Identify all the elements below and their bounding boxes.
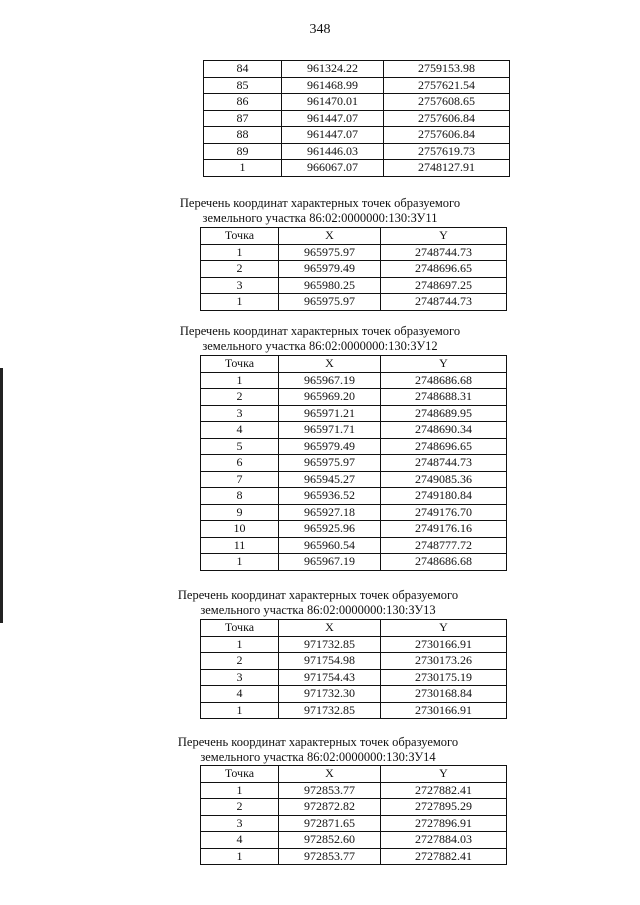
cell-x: 961324.22 xyxy=(282,61,384,78)
header-y: Y xyxy=(381,228,507,245)
cell-y: 2757619.73 xyxy=(384,143,510,160)
cell-y: 2749085.36 xyxy=(381,471,507,488)
table-row xyxy=(204,127,510,144)
cell-point: 3 xyxy=(201,277,279,294)
cell-y: 2748744.73 xyxy=(381,244,507,261)
header-y: Y xyxy=(381,356,507,373)
cell-x: 971754.98 xyxy=(279,653,381,670)
cell-point: 1 xyxy=(201,372,279,389)
cell-y: 2727884.03 xyxy=(381,832,507,849)
cell-x: 966067.07 xyxy=(282,160,384,177)
cell-y: 2759153.98 xyxy=(384,61,510,78)
header-row xyxy=(201,766,507,783)
table-row xyxy=(201,799,507,816)
table-row xyxy=(201,244,507,261)
cell-point: 85 xyxy=(204,77,282,94)
cell-x: 972852.60 xyxy=(279,832,381,849)
cell-y: 2748689.95 xyxy=(381,405,507,422)
table-row xyxy=(201,389,507,406)
cell-point: 9 xyxy=(201,504,279,521)
cell-x: 965971.71 xyxy=(279,422,381,439)
cell-y: 2730173.26 xyxy=(381,653,507,670)
cell-y: 2748686.68 xyxy=(381,372,507,389)
cell-point: 8 xyxy=(201,488,279,505)
cell-x: 965971.21 xyxy=(279,405,381,422)
cell-point: 5 xyxy=(201,438,279,455)
cell-y: 2748127.91 xyxy=(384,160,510,177)
header-point: Точка xyxy=(201,228,279,245)
table-row xyxy=(201,636,507,653)
cell-y: 2727882.41 xyxy=(381,782,507,799)
table-row xyxy=(204,94,510,111)
table-caption-zu11 xyxy=(150,196,490,226)
cell-x: 971732.30 xyxy=(279,686,381,703)
cell-point: 3 xyxy=(201,405,279,422)
cell-point: 1 xyxy=(201,244,279,261)
cell-y: 2749176.16 xyxy=(381,521,507,538)
continued-coordinates-table xyxy=(203,60,510,177)
cell-x: 971754.43 xyxy=(279,669,381,686)
cell-x: 965960.54 xyxy=(279,537,381,554)
cell-x: 972872.82 xyxy=(279,799,381,816)
table-row xyxy=(201,521,507,538)
cell-x: 972871.65 xyxy=(279,815,381,832)
cell-y: 2730168.84 xyxy=(381,686,507,703)
cell-y: 2730166.91 xyxy=(381,636,507,653)
header-y: Y xyxy=(381,766,507,783)
header-x: X xyxy=(279,766,381,783)
table-body xyxy=(201,372,507,570)
caption-line-2: земельного участка 86:02:0000000:130:ЗУ14 xyxy=(200,750,436,764)
cell-y: 2749176.70 xyxy=(381,504,507,521)
cell-x: 965967.19 xyxy=(279,554,381,571)
cell-y: 2748777.72 xyxy=(381,537,507,554)
header-row xyxy=(201,356,507,373)
header-row xyxy=(201,228,507,245)
scan-edge-mark xyxy=(0,368,3,623)
cell-point: 3 xyxy=(201,669,279,686)
cell-x: 961446.03 xyxy=(282,143,384,160)
table-row xyxy=(201,405,507,422)
cell-y: 2748696.65 xyxy=(381,261,507,278)
cell-x: 965979.49 xyxy=(279,438,381,455)
coordinates-table-zu13 xyxy=(200,619,507,719)
header-x: X xyxy=(279,228,381,245)
cell-x: 965975.97 xyxy=(279,244,381,261)
cell-point: 2 xyxy=(201,653,279,670)
cell-point: 3 xyxy=(201,815,279,832)
cell-point: 87 xyxy=(204,110,282,127)
table-row xyxy=(201,537,507,554)
cell-y: 2748688.31 xyxy=(381,389,507,406)
caption-line-2: земельного участка 86:02:0000000:130:ЗУ12 xyxy=(202,339,438,353)
cell-point: 2 xyxy=(201,799,279,816)
header-point: Точка xyxy=(201,766,279,783)
table-row xyxy=(201,438,507,455)
header-point: Точка xyxy=(201,620,279,637)
header-x: X xyxy=(279,356,381,373)
cell-point: 1 xyxy=(201,848,279,865)
cell-y: 2757608.65 xyxy=(384,94,510,111)
cell-x: 965945.27 xyxy=(279,471,381,488)
coordinates-table-zu12 xyxy=(200,355,507,571)
cell-point: 10 xyxy=(201,521,279,538)
table-body xyxy=(204,61,510,177)
table-row xyxy=(201,372,507,389)
table-row xyxy=(204,77,510,94)
table-row xyxy=(204,61,510,78)
cell-point: 1 xyxy=(201,554,279,571)
cell-x: 965925.96 xyxy=(279,521,381,538)
cell-x: 965979.49 xyxy=(279,261,381,278)
cell-y: 2727896.91 xyxy=(381,815,507,832)
cell-point: 4 xyxy=(201,686,279,703)
table-body xyxy=(201,782,507,865)
caption-line-1: Перечень координат характерных точек образуемого xyxy=(177,735,459,749)
cell-y: 2748696.65 xyxy=(381,438,507,455)
cell-x: 961470.01 xyxy=(282,94,384,111)
cell-y: 2727895.29 xyxy=(381,799,507,816)
table-row xyxy=(201,554,507,571)
cell-y: 2730166.91 xyxy=(381,702,507,719)
table-row xyxy=(201,294,507,311)
cell-point: 6 xyxy=(201,455,279,472)
page-number: 348 xyxy=(309,22,331,37)
cell-x: 965936.52 xyxy=(279,488,381,505)
cell-point: 89 xyxy=(204,143,282,160)
cell-x: 961447.07 xyxy=(282,127,384,144)
table-row xyxy=(201,261,507,278)
table-row xyxy=(201,455,507,472)
table-caption-zu12 xyxy=(150,324,490,354)
table-body xyxy=(201,244,507,310)
caption-line-1: Перечень координат характерных точек образуемого xyxy=(179,324,461,338)
cell-x: 971732.85 xyxy=(279,702,381,719)
table-caption-zu13 xyxy=(148,588,488,618)
table-row xyxy=(201,848,507,865)
cell-x: 965969.20 xyxy=(279,389,381,406)
cell-x: 965980.25 xyxy=(279,277,381,294)
table-body xyxy=(201,636,507,719)
cell-point: 2 xyxy=(201,389,279,406)
cell-x: 972853.77 xyxy=(279,782,381,799)
cell-point: 4 xyxy=(201,832,279,849)
cell-point: 86 xyxy=(204,94,282,111)
cell-point: 1 xyxy=(201,782,279,799)
cell-y: 2757621.54 xyxy=(384,77,510,94)
cell-y: 2727882.41 xyxy=(381,848,507,865)
cell-y: 2757606.84 xyxy=(384,110,510,127)
header-row xyxy=(201,620,507,637)
table-caption-zu14 xyxy=(148,735,488,765)
cell-point: 7 xyxy=(201,471,279,488)
table-row xyxy=(201,277,507,294)
table-row xyxy=(201,504,507,521)
cell-x: 965975.97 xyxy=(279,455,381,472)
cell-point: 1 xyxy=(201,702,279,719)
caption-line-2: земельного участка 86:02:0000000:130:ЗУ13 xyxy=(200,603,436,617)
cell-x: 965975.97 xyxy=(279,294,381,311)
cell-y: 2748690.34 xyxy=(381,422,507,439)
table-row xyxy=(204,160,510,177)
cell-y: 2749180.84 xyxy=(381,488,507,505)
cell-x: 965967.19 xyxy=(279,372,381,389)
cell-y: 2730175.19 xyxy=(381,669,507,686)
table-row xyxy=(201,815,507,832)
cell-y: 2748744.73 xyxy=(381,294,507,311)
cell-x: 971732.85 xyxy=(279,636,381,653)
header-point: Точка xyxy=(201,356,279,373)
cell-point: 1 xyxy=(204,160,282,177)
header-x: X xyxy=(279,620,381,637)
table-row xyxy=(204,143,510,160)
table-row xyxy=(201,686,507,703)
cell-point: 1 xyxy=(201,636,279,653)
cell-point: 88 xyxy=(204,127,282,144)
table-row xyxy=(201,422,507,439)
cell-point: 4 xyxy=(201,422,279,439)
table-row xyxy=(201,471,507,488)
cell-x: 972853.77 xyxy=(279,848,381,865)
cell-y: 2748744.73 xyxy=(381,455,507,472)
table-row xyxy=(204,110,510,127)
cell-point: 84 xyxy=(204,61,282,78)
table-row xyxy=(201,832,507,849)
cell-point: 11 xyxy=(201,537,279,554)
table-row xyxy=(201,702,507,719)
caption-line-1: Перечень координат характерных точек образуемого xyxy=(177,588,459,602)
table-row xyxy=(201,669,507,686)
cell-y: 2748686.68 xyxy=(381,554,507,571)
coordinates-table-zu14 xyxy=(200,765,507,865)
caption-line-1: Перечень координат характерных точек образуемого xyxy=(179,196,461,210)
header-y: Y xyxy=(381,620,507,637)
table-row xyxy=(201,488,507,505)
cell-x: 961468.99 xyxy=(282,77,384,94)
cell-point: 1 xyxy=(201,294,279,311)
caption-line-2: земельного участка 86:02:0000000:130:ЗУ11 xyxy=(202,211,438,225)
coordinates-table-zu11 xyxy=(200,227,507,311)
cell-y: 2748697.25 xyxy=(381,277,507,294)
cell-x: 965927.18 xyxy=(279,504,381,521)
cell-point: 2 xyxy=(201,261,279,278)
cell-y: 2757606.84 xyxy=(384,127,510,144)
table-row xyxy=(201,782,507,799)
cell-x: 961447.07 xyxy=(282,110,384,127)
table-row xyxy=(201,653,507,670)
